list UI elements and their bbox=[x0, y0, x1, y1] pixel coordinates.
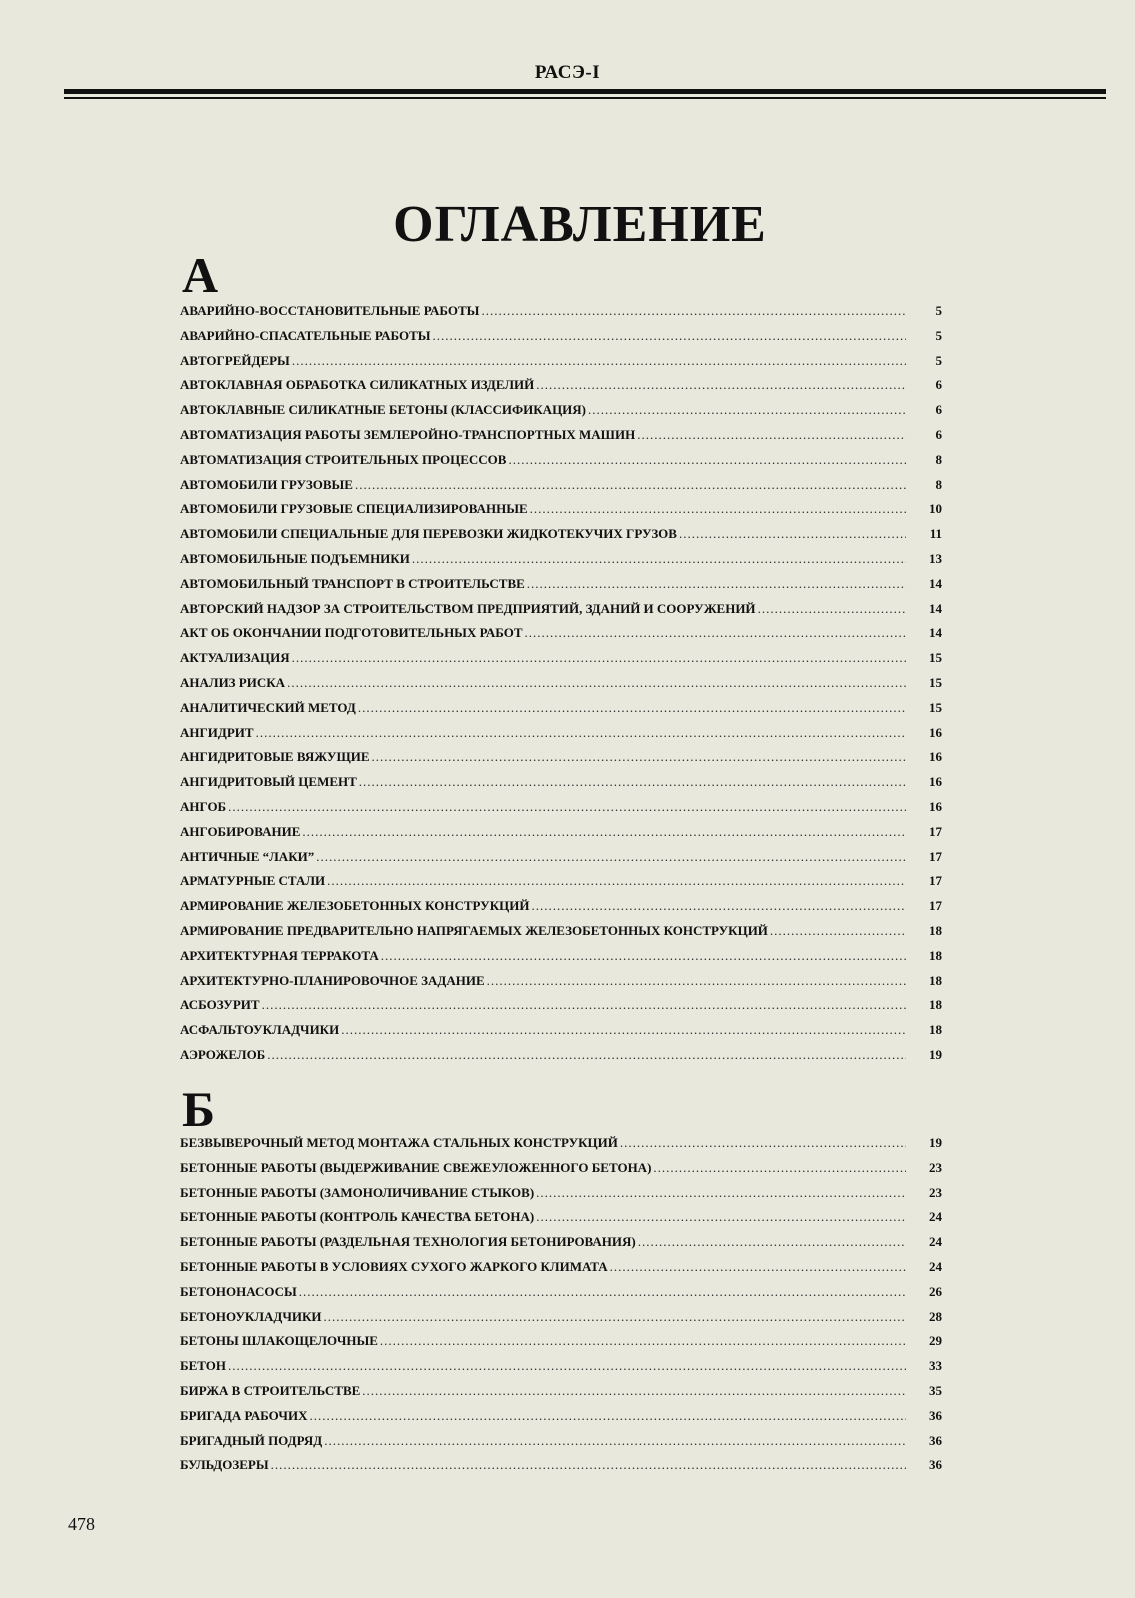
toc-entry bbox=[180, 993, 942, 1018]
dot-leader bbox=[302, 820, 906, 845]
toc-entry-title: АВТОМОБИЛИ ГРУЗОВЫЕ bbox=[180, 476, 353, 492]
dot-leader bbox=[758, 597, 906, 622]
dot-leader bbox=[638, 1230, 906, 1255]
toc-entry-page: 33 bbox=[929, 1358, 942, 1374]
dot-leader bbox=[412, 547, 906, 572]
toc-entry bbox=[180, 1018, 942, 1043]
dot-leader bbox=[267, 1043, 906, 1068]
dot-leader bbox=[381, 944, 906, 969]
toc-entry-title: БУЛЬДОЗЕРЫ bbox=[180, 1457, 269, 1473]
toc-entry-title: БЕТОННЫЕ РАБОТЫ (КОНТРОЛЬ КАЧЕСТВА БЕТОНА) bbox=[180, 1209, 535, 1225]
toc-entry-page: 19 bbox=[929, 1135, 942, 1150]
toc-entry-title: АНГИДРИТОВЫЙ ЦЕМЕНТ bbox=[180, 774, 357, 790]
dot-leader bbox=[433, 324, 906, 349]
toc-entry-page: 29 bbox=[929, 1333, 942, 1349]
dot-leader bbox=[508, 448, 906, 473]
dot-leader bbox=[536, 1181, 906, 1206]
toc-entry bbox=[180, 1453, 942, 1478]
toc-entry-title: АРМАТУРНЫЕ СТАЛИ bbox=[180, 873, 326, 889]
toc-entry bbox=[180, 969, 942, 994]
toc-entry-title: БИРЖА В СТРОИТЕЛЬСТВЕ bbox=[180, 1382, 361, 1398]
toc-entry-title: АВАРИЙНО-ВОССТАНОВИТЕЛЬНЫЕ РАБОТЫ bbox=[180, 303, 480, 318]
toc-entry bbox=[180, 919, 942, 944]
toc-entry-page: 18 bbox=[929, 972, 942, 988]
dot-leader bbox=[262, 993, 906, 1018]
toc-entry bbox=[180, 398, 942, 423]
toc-entry-page: 8 bbox=[935, 451, 942, 467]
toc-entry-title: БЕЗВЫВЕРОЧНЫЙ МЕТОД МОНТАЖА СТАЛЬНЫХ КОНСТРУКЦИЙ bbox=[180, 1135, 618, 1150]
toc-entry-page: 5 bbox=[935, 303, 942, 318]
dot-leader bbox=[358, 696, 906, 721]
toc-entry bbox=[180, 1131, 942, 1156]
toc-entry bbox=[180, 1305, 942, 1330]
toc-entry-title: АВАРИЙНО-СПАСАТЕЛЬНЫЕ РАБОТЫ bbox=[180, 327, 431, 343]
toc-entry-page: 6 bbox=[935, 426, 942, 442]
toc-entry-title: АВТОМАТИЗАЦИЯ СТРОИТЕЛЬНЫХ ПРОЦЕССОВ bbox=[180, 451, 507, 467]
dot-leader bbox=[355, 473, 906, 498]
toc-entry-title: АСФАЛЬТОУКЛАДЧИКИ bbox=[180, 1022, 340, 1038]
toc-entry-page: 15 bbox=[929, 699, 942, 715]
toc-entry bbox=[180, 721, 942, 746]
dot-leader bbox=[271, 1453, 906, 1478]
dot-leader bbox=[324, 1305, 906, 1330]
dot-leader bbox=[327, 869, 906, 894]
toc-entry-title: АВТОКЛАВНЫЕ СИЛИКАТНЫЕ БЕТОНЫ (КЛАССИФИКАЦИЯ) bbox=[180, 402, 587, 418]
toc-entry-page: 16 bbox=[929, 798, 942, 814]
toc-entry-page: 24 bbox=[929, 1209, 942, 1225]
toc-entry-page: 14 bbox=[929, 625, 942, 641]
dot-leader bbox=[637, 423, 906, 448]
dot-leader bbox=[309, 1404, 906, 1429]
dot-leader bbox=[610, 1255, 906, 1280]
toc-entry-title: АВТОКЛАВНАЯ ОБРАБОТКА СИЛИКАТНЫХ ИЗДЕЛИЙ bbox=[180, 377, 535, 393]
toc-entry-title: АНГОБ bbox=[180, 798, 227, 814]
toc-entry-title: АРХИТЕКТУРНО-ПЛАНИРОВОЧНОЕ ЗАДАНИЕ bbox=[180, 972, 485, 988]
dot-leader bbox=[536, 1205, 906, 1230]
toc-entry-page: 23 bbox=[929, 1184, 942, 1200]
toc-entry-title: АНАЛИЗ РИСКА bbox=[180, 674, 286, 690]
dot-leader bbox=[359, 770, 906, 795]
dot-leader bbox=[292, 349, 906, 374]
toc-entry bbox=[180, 473, 942, 498]
toc-entry-page: 18 bbox=[929, 947, 942, 963]
dot-leader bbox=[256, 721, 906, 746]
toc-entry-page: 28 bbox=[929, 1308, 942, 1324]
toc-entry-title: АКТ ОБ ОКОНЧАНИИ ПОДГОТОВИТЕЛЬНЫХ РАБОТ bbox=[180, 625, 523, 641]
toc-entry-page: 15 bbox=[929, 650, 942, 666]
toc-entry-title: АНАЛИТИЧЕСКИЙ МЕТОД bbox=[180, 699, 356, 715]
toc-entry-title: БРИГАДНЫЙ ПОДРЯД bbox=[180, 1432, 323, 1448]
page-number: 478 bbox=[68, 1514, 95, 1534]
toc-entry-title: БЕТОННЫЕ РАБОТЫ (РАЗДЕЛЬНАЯ ТЕХНОЛОГИЯ БЕТОНИРОВАНИЯ) bbox=[180, 1234, 636, 1250]
toc-entry bbox=[180, 944, 942, 969]
dot-leader bbox=[770, 919, 906, 944]
toc-entry-page: 11 bbox=[929, 526, 942, 542]
toc-entry-title: АВТОМОБИЛИ СПЕЦИАЛЬНЫЕ ДЛЯ ПЕРЕВОЗКИ ЖИДКОТЕКУЧИХ ГРУЗОВ bbox=[180, 526, 677, 542]
toc-entry bbox=[180, 646, 942, 671]
toc-entry-title: БЕТОНЫ ШЛАКОЩЕЛОЧНЫЕ bbox=[180, 1333, 378, 1349]
toc-entry-page: 14 bbox=[929, 600, 942, 616]
toc-entry bbox=[180, 621, 942, 646]
toc-entry-page: 35 bbox=[929, 1382, 942, 1398]
toc-entry-title: АРХИТЕКТУРНАЯ ТЕРРАКОТА bbox=[180, 947, 379, 963]
toc-entry bbox=[180, 497, 942, 522]
toc-entry bbox=[180, 894, 942, 919]
toc-entry bbox=[180, 1230, 942, 1255]
toc-entry-page: 17 bbox=[929, 848, 942, 864]
dot-leader bbox=[530, 497, 906, 522]
toc-entry bbox=[180, 1181, 942, 1206]
section-letter-a: А bbox=[182, 247, 219, 303]
dot-leader bbox=[228, 795, 906, 820]
dot-leader bbox=[536, 373, 906, 398]
toc-entry-title: АНГОБИРОВАНИЕ bbox=[180, 823, 301, 839]
toc-entry bbox=[180, 1205, 942, 1230]
toc-entry-title: АНГИДРИТ bbox=[180, 724, 254, 740]
toc-entry-page: 14 bbox=[929, 575, 942, 591]
toc-entry bbox=[180, 1156, 942, 1181]
toc-entry-title: БЕТОННЫЕ РАБОТЫ (ЗАМОНОЛИЧИВАНИЕ СТЫКОВ) bbox=[180, 1184, 535, 1200]
dot-leader bbox=[299, 1280, 906, 1305]
dot-leader bbox=[287, 671, 906, 696]
dot-leader bbox=[525, 621, 906, 646]
toc-entry-title: АКТУАЛИЗАЦИЯ bbox=[180, 650, 290, 666]
toc-entry-title: БЕТОННЫЕ РАБОТЫ В УСЛОВИЯХ СУХОГО ЖАРКОГО КЛИМАТА bbox=[180, 1258, 608, 1274]
toc-list-a bbox=[180, 299, 942, 1068]
toc-entry bbox=[180, 869, 942, 894]
toc-entry bbox=[180, 324, 942, 349]
toc-entry-title: АСБОЗУРИТ bbox=[180, 997, 260, 1013]
toc-entry-title: АВТОМОБИЛИ ГРУЗОВЫЕ СПЕЦИАЛИЗИРОВАННЫЕ bbox=[180, 501, 528, 517]
toc-entry-page: 10 bbox=[929, 501, 942, 517]
dot-leader bbox=[531, 894, 906, 919]
section-letter-b: Б bbox=[182, 1081, 216, 1137]
page-title: ОГЛАВЛЕНИЕ bbox=[393, 195, 767, 253]
toc-entry-page: 17 bbox=[929, 873, 942, 889]
dot-leader bbox=[588, 398, 906, 423]
toc-entry-page: 15 bbox=[929, 674, 942, 690]
toc-entry bbox=[180, 572, 942, 597]
dot-leader bbox=[679, 522, 906, 547]
running-head: РАСЭ-I bbox=[534, 62, 601, 83]
dot-leader bbox=[620, 1131, 906, 1156]
dot-leader bbox=[316, 845, 906, 870]
toc-entry-page: 26 bbox=[929, 1283, 942, 1299]
dot-leader bbox=[228, 1354, 906, 1379]
toc-entry bbox=[180, 597, 942, 622]
dot-leader bbox=[481, 299, 906, 324]
toc-entry bbox=[180, 1255, 942, 1280]
toc-entry-title: БЕТОНОНАСОСЫ bbox=[180, 1283, 297, 1299]
toc-entry bbox=[180, 1329, 942, 1354]
toc-entry bbox=[180, 1379, 942, 1404]
toc-entry-title: АВТОГРЕЙДЕРЫ bbox=[180, 352, 290, 368]
toc-entry-page: 16 bbox=[929, 774, 942, 790]
toc-entry bbox=[180, 696, 942, 721]
toc-entry-title: БРИГАДА РАБОЧИХ bbox=[180, 1407, 308, 1423]
toc-entry bbox=[180, 547, 942, 572]
dot-leader bbox=[292, 646, 906, 671]
toc-entry-page: 13 bbox=[929, 550, 942, 566]
toc-entry bbox=[180, 745, 942, 770]
toc-list-b bbox=[180, 1131, 942, 1478]
toc-entry-page: 16 bbox=[929, 749, 942, 765]
toc-entry-page: 17 bbox=[929, 823, 942, 839]
toc-entry-page: 18 bbox=[929, 922, 942, 938]
header-rule-thin bbox=[64, 97, 1106, 99]
toc-entry bbox=[180, 1280, 942, 1305]
toc-entry bbox=[180, 522, 942, 547]
toc-entry bbox=[180, 299, 942, 324]
dot-leader bbox=[362, 1379, 906, 1404]
toc-entry-title: БЕТОННЫЕ РАБОТЫ (ВЫДЕРЖИВАНИЕ СВЕЖЕУЛОЖЕННОГО БЕТОНА) bbox=[180, 1159, 652, 1175]
toc-entry bbox=[180, 1043, 942, 1068]
dot-leader bbox=[380, 1329, 906, 1354]
toc-entry bbox=[180, 845, 942, 870]
toc-entry-page: 36 bbox=[929, 1407, 942, 1423]
toc-entry-title: АВТОМОБИЛЬНЫЕ ПОДЪЕМНИКИ bbox=[180, 550, 410, 566]
toc-entry-page: 36 bbox=[929, 1457, 942, 1473]
toc-entry-page: 24 bbox=[929, 1258, 942, 1274]
dot-leader bbox=[324, 1429, 906, 1454]
dot-leader bbox=[487, 969, 906, 994]
toc-entry-page: 19 bbox=[929, 1046, 942, 1062]
toc-entry bbox=[180, 349, 942, 374]
toc-entry-page: 18 bbox=[929, 997, 942, 1013]
toc-entry-title: БЕТОН bbox=[180, 1358, 226, 1374]
toc-entry-page: 18 bbox=[929, 1022, 942, 1038]
toc-entry bbox=[180, 1354, 942, 1379]
toc-entry-page: 23 bbox=[929, 1159, 942, 1175]
toc-entry-title: АВТОРСКИЙ НАДЗОР ЗА СТРОИТЕЛЬСТВОМ ПРЕДПРИЯТИЙ, ЗДАНИЙ И СООРУЖЕНИЙ bbox=[180, 600, 756, 616]
toc-entry bbox=[180, 423, 942, 448]
header-rule-thick bbox=[64, 89, 1106, 94]
toc-entry-page: 8 bbox=[935, 476, 942, 492]
toc-entry-page: 16 bbox=[929, 724, 942, 740]
toc-entry-page: 24 bbox=[929, 1234, 942, 1250]
toc-entry bbox=[180, 448, 942, 473]
toc-entry-page: 6 bbox=[935, 377, 942, 393]
toc-entry-title: АРМИРОВАНИЕ ЖЕЛЕЗОБЕТОННЫХ КОНСТРУКЦИЙ bbox=[180, 898, 530, 914]
toc-entry-title: АВТОМАТИЗАЦИЯ РАБОТЫ ЗЕМЛЕРОЙНО-ТРАНСПОРТНЫХ МАШИН bbox=[180, 426, 636, 442]
toc-entry-page: 6 bbox=[935, 402, 942, 418]
toc-entry bbox=[180, 1404, 942, 1429]
toc-entry bbox=[180, 373, 942, 398]
toc-entry-page: 17 bbox=[929, 898, 942, 914]
toc-entry-title: АВТОМОБИЛЬНЫЙ ТРАНСПОРТ В СТРОИТЕЛЬСТВЕ bbox=[180, 575, 525, 591]
toc-entry bbox=[180, 795, 942, 820]
toc-entry-page: 36 bbox=[929, 1432, 942, 1448]
toc-entry bbox=[180, 820, 942, 845]
toc-entry bbox=[180, 1429, 942, 1454]
toc-entry-title: АНГИДРИТОВЫЕ ВЯЖУЩИЕ bbox=[180, 749, 370, 765]
toc-entry-page: 5 bbox=[935, 352, 942, 368]
toc-entry bbox=[180, 671, 942, 696]
toc-entry-title: БЕТОНОУКЛАДЧИКИ bbox=[180, 1308, 322, 1324]
toc-entry-title: АНТИЧНЫЕ “ЛАКИ” bbox=[180, 848, 315, 864]
dot-leader bbox=[653, 1156, 906, 1181]
dot-leader bbox=[372, 745, 906, 770]
dot-leader bbox=[341, 1018, 906, 1043]
toc-entry-title: АЭРОЖЕЛОБ bbox=[180, 1046, 266, 1062]
dot-leader bbox=[527, 572, 906, 597]
toc-entry-title: АРМИРОВАНИЕ ПРЕДВАРИТЕЛЬНО НАПРЯГАЕМЫХ ЖЕЛЕЗОБЕТОННЫХ КОНСТРУКЦИЙ bbox=[180, 922, 768, 938]
toc-entry bbox=[180, 770, 942, 795]
toc-entry-page: 5 bbox=[935, 327, 942, 343]
